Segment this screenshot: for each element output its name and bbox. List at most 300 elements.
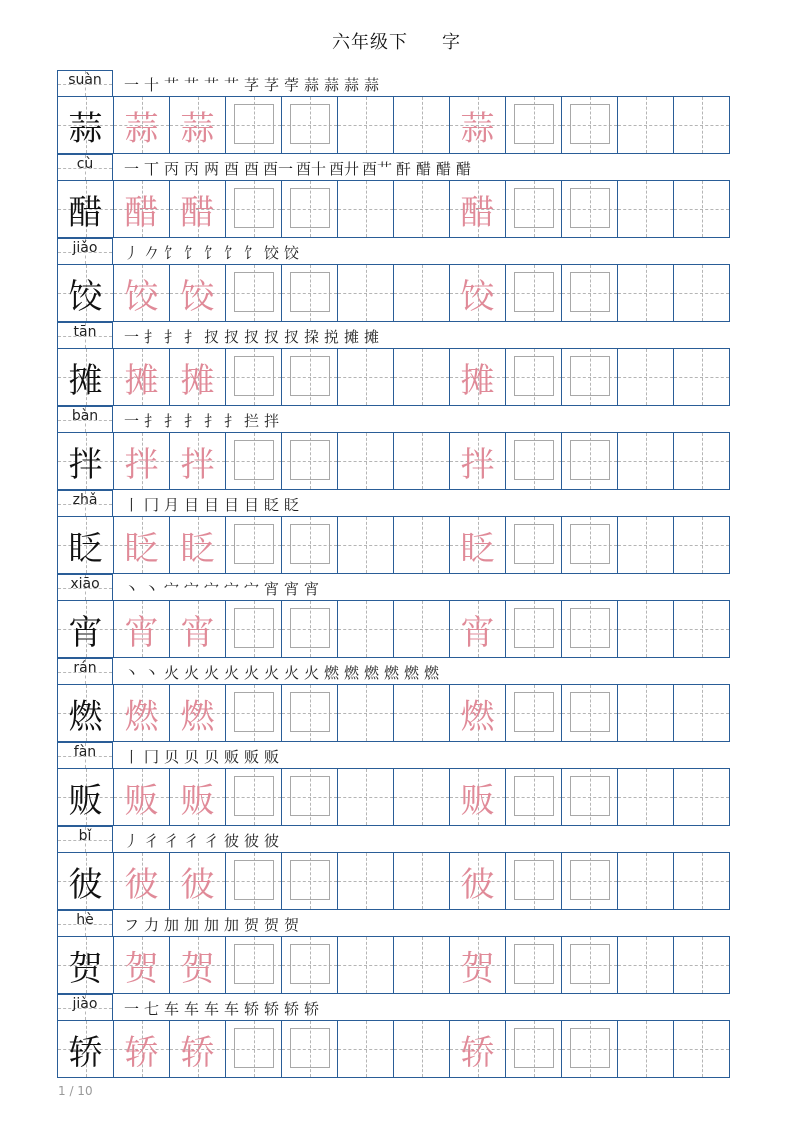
trace-character-cell (449, 181, 505, 237)
inner-practice-box (514, 860, 554, 900)
inner-practice-box (514, 776, 554, 816)
trace-character: 贺 (124, 948, 159, 989)
trace-character: 贺 (460, 948, 495, 989)
boxed-practice-cell (281, 601, 337, 657)
boxed-practice-cell (561, 601, 617, 657)
inner-practice-box (234, 860, 274, 900)
blank-practice-cell (617, 853, 673, 909)
trace-character: 贩 (460, 780, 495, 821)
trace-character: 摊 (460, 360, 495, 401)
stroke-step: 扠 (243, 328, 259, 346)
boxed-practice-cell (505, 853, 561, 909)
stroke-step: 彳 (183, 832, 199, 850)
guide-line-vertical (646, 517, 647, 573)
guide-line-vertical (646, 181, 647, 237)
stroke-step: 车 (223, 1000, 239, 1018)
trace-character: 摊 (180, 360, 215, 401)
trace-character-cell (113, 433, 169, 489)
boxed-practice-cell (561, 769, 617, 825)
trace-character-cell (113, 685, 169, 741)
writing-row (57, 684, 730, 742)
guide-line-vertical (422, 97, 423, 153)
blank-practice-cell (673, 685, 730, 741)
model-character-cell (57, 265, 113, 321)
blank-practice-cell (337, 601, 393, 657)
trace-character: 燃 (460, 696, 495, 737)
trace-character-cell (449, 601, 505, 657)
trace-character-cell (169, 97, 225, 153)
pinyin-label: suàn (68, 72, 102, 88)
pinyin-row (57, 574, 730, 600)
trace-character: 醋 (460, 192, 495, 233)
inner-practice-box (290, 188, 330, 228)
blank-practice-cell (673, 853, 730, 909)
stroke-step: 车 (203, 1000, 219, 1018)
guide-line-vertical (366, 433, 367, 489)
trace-character-cell (113, 937, 169, 993)
guide-line-vertical (422, 937, 423, 993)
trace-character: 蒜 (124, 108, 159, 149)
trace-character-cell (113, 769, 169, 825)
trace-character: 轿 (124, 1032, 159, 1073)
trace-character: 醋 (180, 192, 215, 233)
blank-practice-cell (617, 937, 673, 993)
stroke-step: 蒜 (363, 76, 379, 94)
stroke-step: 加 (223, 916, 239, 934)
inner-practice-box (570, 776, 610, 816)
stroke-step: 饣 (243, 244, 259, 262)
blank-practice-cell (337, 433, 393, 489)
guide-line-vertical (366, 1021, 367, 1077)
guide-line-vertical (702, 349, 703, 405)
blank-practice-cell (393, 853, 449, 909)
stroke-step: 酉一 (263, 160, 294, 178)
guide-line-vertical (422, 181, 423, 237)
trace-character-cell (169, 517, 225, 573)
blank-practice-cell (617, 517, 673, 573)
trace-character-cell (113, 181, 169, 237)
stroke-step: 宀 (183, 580, 199, 598)
stroke-step: 宵 (263, 580, 279, 598)
stroke-step: 贩 (243, 748, 259, 766)
blank-practice-cell (337, 769, 393, 825)
trace-character-cell (449, 1021, 505, 1077)
inner-practice-box (234, 272, 274, 312)
stroke-step: 燃 (383, 664, 399, 682)
trace-character: 摊 (124, 360, 159, 401)
blank-practice-cell (393, 181, 449, 237)
blank-practice-cell (393, 265, 449, 321)
trace-character-cell (113, 97, 169, 153)
stroke-step: 酉艹 (362, 160, 393, 178)
trace-character-cell (169, 937, 225, 993)
stroke-step: 芓 (243, 76, 259, 94)
stroke-step: 目 (243, 496, 259, 514)
stroke-order-sequence (123, 241, 300, 263)
guide-line-vertical (702, 433, 703, 489)
inner-practice-box (234, 356, 274, 396)
stroke-step: 蒜 (323, 76, 339, 94)
pinyin-label: bàn (71, 408, 99, 424)
guide-line-vertical (702, 517, 703, 573)
stroke-step: 彼 (223, 832, 239, 850)
inner-practice-box (570, 944, 610, 984)
stroke-step: 一 (123, 1000, 139, 1018)
blank-practice-cell (393, 97, 449, 153)
guide-line-vertical (422, 517, 423, 573)
guide-line-vertical (366, 853, 367, 909)
guide-line-vertical (422, 769, 423, 825)
stroke-step: 丿 (123, 244, 139, 262)
pinyin-row (57, 406, 730, 432)
stroke-step: 火 (303, 664, 319, 682)
stroke-step: 燃 (363, 664, 379, 682)
stroke-step: 丿 (123, 832, 139, 850)
inner-practice-box (234, 524, 274, 564)
model-character-cell (57, 433, 113, 489)
stroke-order-sequence (123, 997, 320, 1019)
stroke-step: 目 (203, 496, 219, 514)
blank-practice-cell (337, 97, 393, 153)
stroke-step: 丨 (123, 496, 139, 514)
boxed-practice-cell (281, 937, 337, 993)
stroke-step: 火 (283, 664, 299, 682)
blank-practice-cell (393, 937, 449, 993)
pinyin-row (57, 826, 730, 852)
stroke-step: 扌 (183, 412, 199, 430)
inner-practice-box (570, 356, 610, 396)
stroke-step: 冂 (143, 748, 159, 766)
boxed-practice-cell (225, 349, 281, 405)
model-character-cell (57, 517, 113, 573)
stroke-step: 轿 (303, 1000, 319, 1018)
boxed-practice-cell (561, 349, 617, 405)
blank-practice-cell (337, 685, 393, 741)
trace-character-cell (449, 265, 505, 321)
stroke-step: 扌 (163, 328, 179, 346)
blank-practice-cell (393, 433, 449, 489)
writing-row (57, 516, 730, 574)
blank-practice-cell (673, 937, 730, 993)
stroke-step: 宀 (223, 580, 239, 598)
stroke-step: 醋 (436, 160, 452, 178)
pinyin-row (57, 490, 730, 516)
guide-line-vertical (366, 97, 367, 153)
stroke-step: 摊 (363, 328, 379, 346)
inner-practice-box (514, 104, 554, 144)
trace-character: 拌 (460, 444, 495, 485)
trace-character: 醋 (124, 192, 159, 233)
boxed-practice-cell (281, 181, 337, 237)
stroke-step: 月 (163, 496, 179, 514)
writing-row (57, 768, 730, 826)
blank-practice-cell (673, 349, 730, 405)
boxed-practice-cell (505, 181, 561, 237)
stroke-step: 贺 (283, 916, 299, 934)
stroke-step: 酉 (223, 160, 239, 178)
stroke-step: 彼 (263, 832, 279, 850)
blank-practice-cell (337, 853, 393, 909)
stroke-step: 宵 (283, 580, 299, 598)
boxed-practice-cell (281, 349, 337, 405)
boxed-practice-cell (225, 433, 281, 489)
pinyin-label: hè (76, 912, 94, 928)
trace-character: 饺 (124, 276, 159, 317)
blank-practice-cell (337, 349, 393, 405)
blank-practice-cell (673, 601, 730, 657)
inner-practice-box (234, 608, 274, 648)
character-block (57, 70, 730, 154)
trace-character-cell (169, 433, 225, 489)
stroke-step: 丶 (123, 664, 139, 682)
stroke-step: 彳 (203, 832, 219, 850)
stroke-step: 彳 (163, 832, 179, 850)
trace-character-cell (113, 1021, 169, 1077)
trace-character: 燃 (180, 696, 215, 737)
boxed-practice-cell (505, 601, 561, 657)
trace-character-cell (113, 265, 169, 321)
inner-practice-box (234, 440, 274, 480)
guide-line-vertical (422, 601, 423, 657)
trace-character: 眨 (460, 528, 495, 569)
blank-practice-cell (617, 349, 673, 405)
stroke-step: 火 (203, 664, 219, 682)
trace-character-cell (169, 349, 225, 405)
inner-practice-box (514, 524, 554, 564)
stroke-step: 车 (183, 1000, 199, 1018)
boxed-practice-cell (505, 97, 561, 153)
model-character: 拌 (68, 444, 103, 485)
trace-character-cell (449, 349, 505, 405)
blank-practice-cell (337, 937, 393, 993)
guide-line-vertical (646, 433, 647, 489)
guide-line-vertical (366, 181, 367, 237)
trace-character: 燃 (124, 696, 159, 737)
blank-practice-cell (673, 97, 730, 153)
stroke-step: 燃 (323, 664, 339, 682)
stroke-step: 贺 (263, 916, 279, 934)
blank-practice-cell (673, 181, 730, 237)
inner-practice-box (290, 944, 330, 984)
stroke-order-sequence (123, 73, 380, 95)
stroke-step: 艹 (223, 76, 239, 94)
writing-row (57, 348, 730, 406)
guide-line-vertical (646, 769, 647, 825)
stroke-step: 轿 (283, 1000, 299, 1018)
guide-line-vertical (646, 265, 647, 321)
pinyin-label: rán (73, 660, 97, 676)
stroke-step: 丅 (143, 160, 159, 178)
pinyin-label: fàn (73, 744, 97, 760)
guide-line-vertical (366, 349, 367, 405)
blank-practice-cell (337, 181, 393, 237)
stroke-step: 蒜 (343, 76, 359, 94)
stroke-step: 贝 (163, 748, 179, 766)
trace-character: 彼 (124, 864, 159, 905)
inner-practice-box (570, 1028, 610, 1068)
stroke-step: 蒜 (303, 76, 319, 94)
guide-line-vertical (646, 937, 647, 993)
inner-practice-box (514, 1028, 554, 1068)
blank-practice-cell (673, 517, 730, 573)
boxed-practice-cell (225, 265, 281, 321)
guide-line-vertical (702, 1021, 703, 1077)
guide-line-vertical (366, 601, 367, 657)
trace-character-cell (449, 517, 505, 573)
stroke-order-sequence (123, 913, 300, 935)
guide-line-vertical (702, 97, 703, 153)
stroke-step: 一 (123, 76, 139, 94)
character-block (57, 574, 730, 658)
model-character: 醋 (68, 192, 103, 233)
trace-character-cell (169, 1021, 225, 1077)
stroke-step: 冂 (143, 496, 159, 514)
boxed-practice-cell (281, 517, 337, 573)
blank-practice-cell (617, 181, 673, 237)
character-block (57, 910, 730, 994)
stroke-step: 贩 (223, 748, 239, 766)
stroke-step: 车 (163, 1000, 179, 1018)
trace-character-cell (169, 685, 225, 741)
boxed-practice-cell (225, 97, 281, 153)
pinyin-row (57, 70, 730, 96)
boxed-practice-cell (505, 685, 561, 741)
inner-practice-box (570, 524, 610, 564)
stroke-step: 扌 (163, 412, 179, 430)
stroke-step: 加 (163, 916, 179, 934)
stroke-step: 扌 (143, 412, 159, 430)
trace-character: 贩 (124, 780, 159, 821)
stroke-step: 扠 (283, 328, 299, 346)
boxed-practice-cell (505, 349, 561, 405)
stroke-step: 一 (123, 160, 139, 178)
stroke-step: 贝 (183, 748, 199, 766)
stroke-order-sequence (123, 829, 280, 851)
guide-line-vertical (646, 853, 647, 909)
inner-practice-box (290, 104, 330, 144)
stroke-step: 捝 (323, 328, 339, 346)
blank-practice-cell (617, 1021, 673, 1077)
stroke-step: 扌 (223, 412, 239, 430)
model-character-cell (57, 601, 113, 657)
stroke-step: 荢 (283, 76, 299, 94)
model-character: 轿 (68, 1032, 103, 1073)
writing-row (57, 264, 730, 322)
guide-line-vertical (422, 433, 423, 489)
pinyin-row (57, 238, 730, 264)
trace-character-cell (449, 937, 505, 993)
stroke-step: 艹 (183, 76, 199, 94)
blank-practice-cell (617, 685, 673, 741)
pinyin-label: tān (73, 324, 97, 340)
guide-line-vertical (366, 937, 367, 993)
boxed-practice-cell (505, 433, 561, 489)
stroke-step: 丙 (183, 160, 199, 178)
boxed-practice-cell (281, 1021, 337, 1077)
inner-practice-box (514, 608, 554, 648)
boxed-practice-cell (225, 853, 281, 909)
model-character: 蒜 (68, 108, 103, 149)
inner-practice-box (290, 524, 330, 564)
stroke-step: 艹 (163, 76, 179, 94)
inner-practice-box (570, 860, 610, 900)
trace-character: 宵 (124, 612, 159, 653)
stroke-step: 丨 (123, 748, 139, 766)
inner-practice-box (290, 440, 330, 480)
writing-row (57, 1020, 730, 1078)
inner-practice-box (514, 440, 554, 480)
boxed-practice-cell (561, 433, 617, 489)
inner-practice-box (570, 188, 610, 228)
stroke-step: 拦 (243, 412, 259, 430)
inner-practice-box (514, 692, 554, 732)
stroke-step: 芓 (263, 76, 279, 94)
stroke-step: 加 (203, 916, 219, 934)
guide-line-vertical (366, 685, 367, 741)
boxed-practice-cell (561, 265, 617, 321)
stroke-step: 一 (123, 412, 139, 430)
blank-practice-cell (673, 265, 730, 321)
title-grade: 六年级下 (332, 32, 408, 53)
stroke-step: 彼 (243, 832, 259, 850)
character-block (57, 238, 730, 322)
inner-practice-box (234, 692, 274, 732)
stroke-step: 宵 (303, 580, 319, 598)
stroke-step: 酐 (396, 160, 412, 178)
character-block (57, 742, 730, 826)
blank-practice-cell (673, 769, 730, 825)
boxed-practice-cell (225, 517, 281, 573)
stroke-step: 燃 (423, 664, 439, 682)
model-character: 贺 (68, 948, 103, 989)
boxed-practice-cell (225, 937, 281, 993)
boxed-practice-cell (281, 265, 337, 321)
stroke-step: 火 (163, 664, 179, 682)
model-character: 贩 (68, 780, 103, 821)
boxed-practice-cell (225, 1021, 281, 1077)
inner-practice-box (290, 608, 330, 648)
stroke-step: 挅 (303, 328, 319, 346)
trace-character: 贩 (180, 780, 215, 821)
stroke-step: 饺 (263, 244, 279, 262)
guide-line-vertical (422, 853, 423, 909)
page-indicator: 1 / 10 (58, 1084, 93, 1098)
stroke-step: 丶 (143, 580, 159, 598)
blank-practice-cell (337, 1021, 393, 1077)
writing-row (57, 600, 730, 658)
inner-practice-box (570, 104, 610, 144)
pinyin-row (57, 658, 730, 684)
model-character-cell (57, 685, 113, 741)
boxed-practice-cell (281, 433, 337, 489)
blank-practice-cell (617, 769, 673, 825)
trace-character-cell (169, 181, 225, 237)
stroke-step: 酉十 (296, 160, 327, 178)
blank-practice-cell (673, 1021, 730, 1077)
pinyin-label: jiào (72, 996, 98, 1012)
stroke-step: 燃 (403, 664, 419, 682)
stroke-step: 酉廾 (329, 160, 360, 178)
inner-practice-box (290, 1028, 330, 1068)
stroke-step: 艹 (203, 76, 219, 94)
trace-character: 贺 (180, 948, 215, 989)
inner-practice-box (234, 944, 274, 984)
boxed-practice-cell (561, 937, 617, 993)
guide-line-vertical (702, 181, 703, 237)
writing-row (57, 96, 730, 154)
boxed-practice-cell (561, 685, 617, 741)
stroke-step: 加 (183, 916, 199, 934)
